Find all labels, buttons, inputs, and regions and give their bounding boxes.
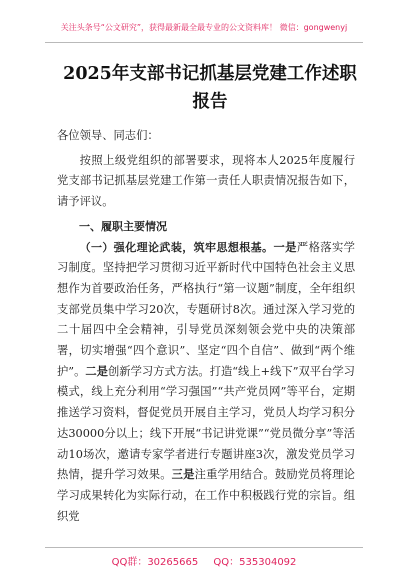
document-body (57, 126, 355, 527)
point-text-1: 严格落实学习制度。坚持把学习贯彻习近平新时代中国特色社会主义思想作为首要政治任务，严格执行“第一议题”制度，全年组织支部党员集中学习20次，专题研讨8次。通过深入学习党的二十届四中全会精神，引导党员深刻领会党中央的决策部署，切实增强“四个意识”、坚定“四个自信”、做到“两个维护”。 (57, 240, 355, 378)
intro-paragraph: 按照上级党组织的部署要求，现将本人2025年度履行党支部书记抓基层党建工作第一责任人职责情况报告如下，请予评议。 (57, 153, 355, 209)
footer-divider (45, 547, 363, 548)
footer-qq-group: QQ群：30265665 (111, 557, 199, 568)
section-heading: 一、履职主要情况 (79, 219, 167, 233)
footer (0, 553, 408, 568)
footer-qq: QQ：535304092 (213, 557, 297, 568)
body-paragraph (57, 238, 355, 528)
point-text-3: 注重学用结合。鼓励党员将理论学习成果转化为实际行动，在工作中积极践行党的宗旨。组织党 (57, 468, 355, 523)
document-title: 2025年支部书记抓基层党建工作述职报告 (63, 64, 357, 112)
sub-heading: （一）强化理论武装，筑牢思想根基。 (79, 240, 274, 254)
point-marker-1: 一是 (273, 240, 297, 254)
point-marker-2: 二是 (85, 364, 108, 378)
point-marker-3: 三是 (171, 468, 195, 482)
header-banner: 关注头条号“公文研究”，获得最新最全最专业的公文资料库！ 微信：gongwenyj (60, 23, 348, 32)
header-divider (45, 42, 363, 43)
greeting: 各位领导、同志们： (57, 129, 159, 142)
point-text-2: 创新学习方式方法。打造“线上+线下”双平台学习模式，线上充分利用“学习强国”“共产党员网”等平台，定期推送学习资料，督促党员开展自主学习，党员人均学习积分达30000分以上；线下开展“书记讲党课”“党员微分享”等活动10场次，邀请专家学者进行专题讲座3次，激发党员学习热情，提升学习效果。 (57, 364, 355, 482)
